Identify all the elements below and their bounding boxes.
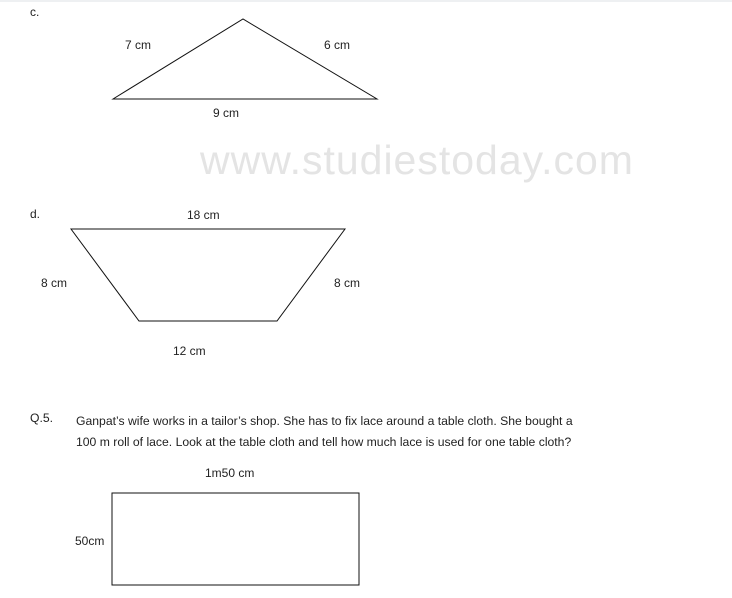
rectangle-width-label: 50cm xyxy=(75,534,105,548)
part-c-label: c. xyxy=(30,5,40,19)
triangle-base-label: 9 cm xyxy=(213,106,240,120)
trapezium-bottom-label: 12 cm xyxy=(173,344,206,358)
question-line-2: 100 m roll of lace. Look at the table cloth and tell how much lace is used for one table cloth? xyxy=(76,435,572,449)
trapezium-shape xyxy=(71,229,345,321)
triangle-shape xyxy=(113,19,377,99)
triangle-right-side-label: 6 cm xyxy=(324,38,351,52)
question-text xyxy=(76,411,573,453)
rectangle-length-label: 1m50 cm xyxy=(205,466,255,480)
trapezium-right-label: 8 cm xyxy=(334,276,361,290)
part-d-label: d. xyxy=(30,207,41,221)
watermark: www.studiestoday.com xyxy=(200,137,634,183)
trapezium-top-label: 18 cm xyxy=(187,208,220,222)
question-line-1: Ganpat’s wife works in a tailor’s shop. She has to fix lace around a table cloth. She bought a xyxy=(76,414,573,428)
trapezium-left-label: 8 cm xyxy=(41,276,68,290)
table-cloth-rectangle xyxy=(112,493,359,585)
triangle-left-side-label: 7 cm xyxy=(125,38,152,52)
question-number: Q.5. xyxy=(30,411,54,425)
